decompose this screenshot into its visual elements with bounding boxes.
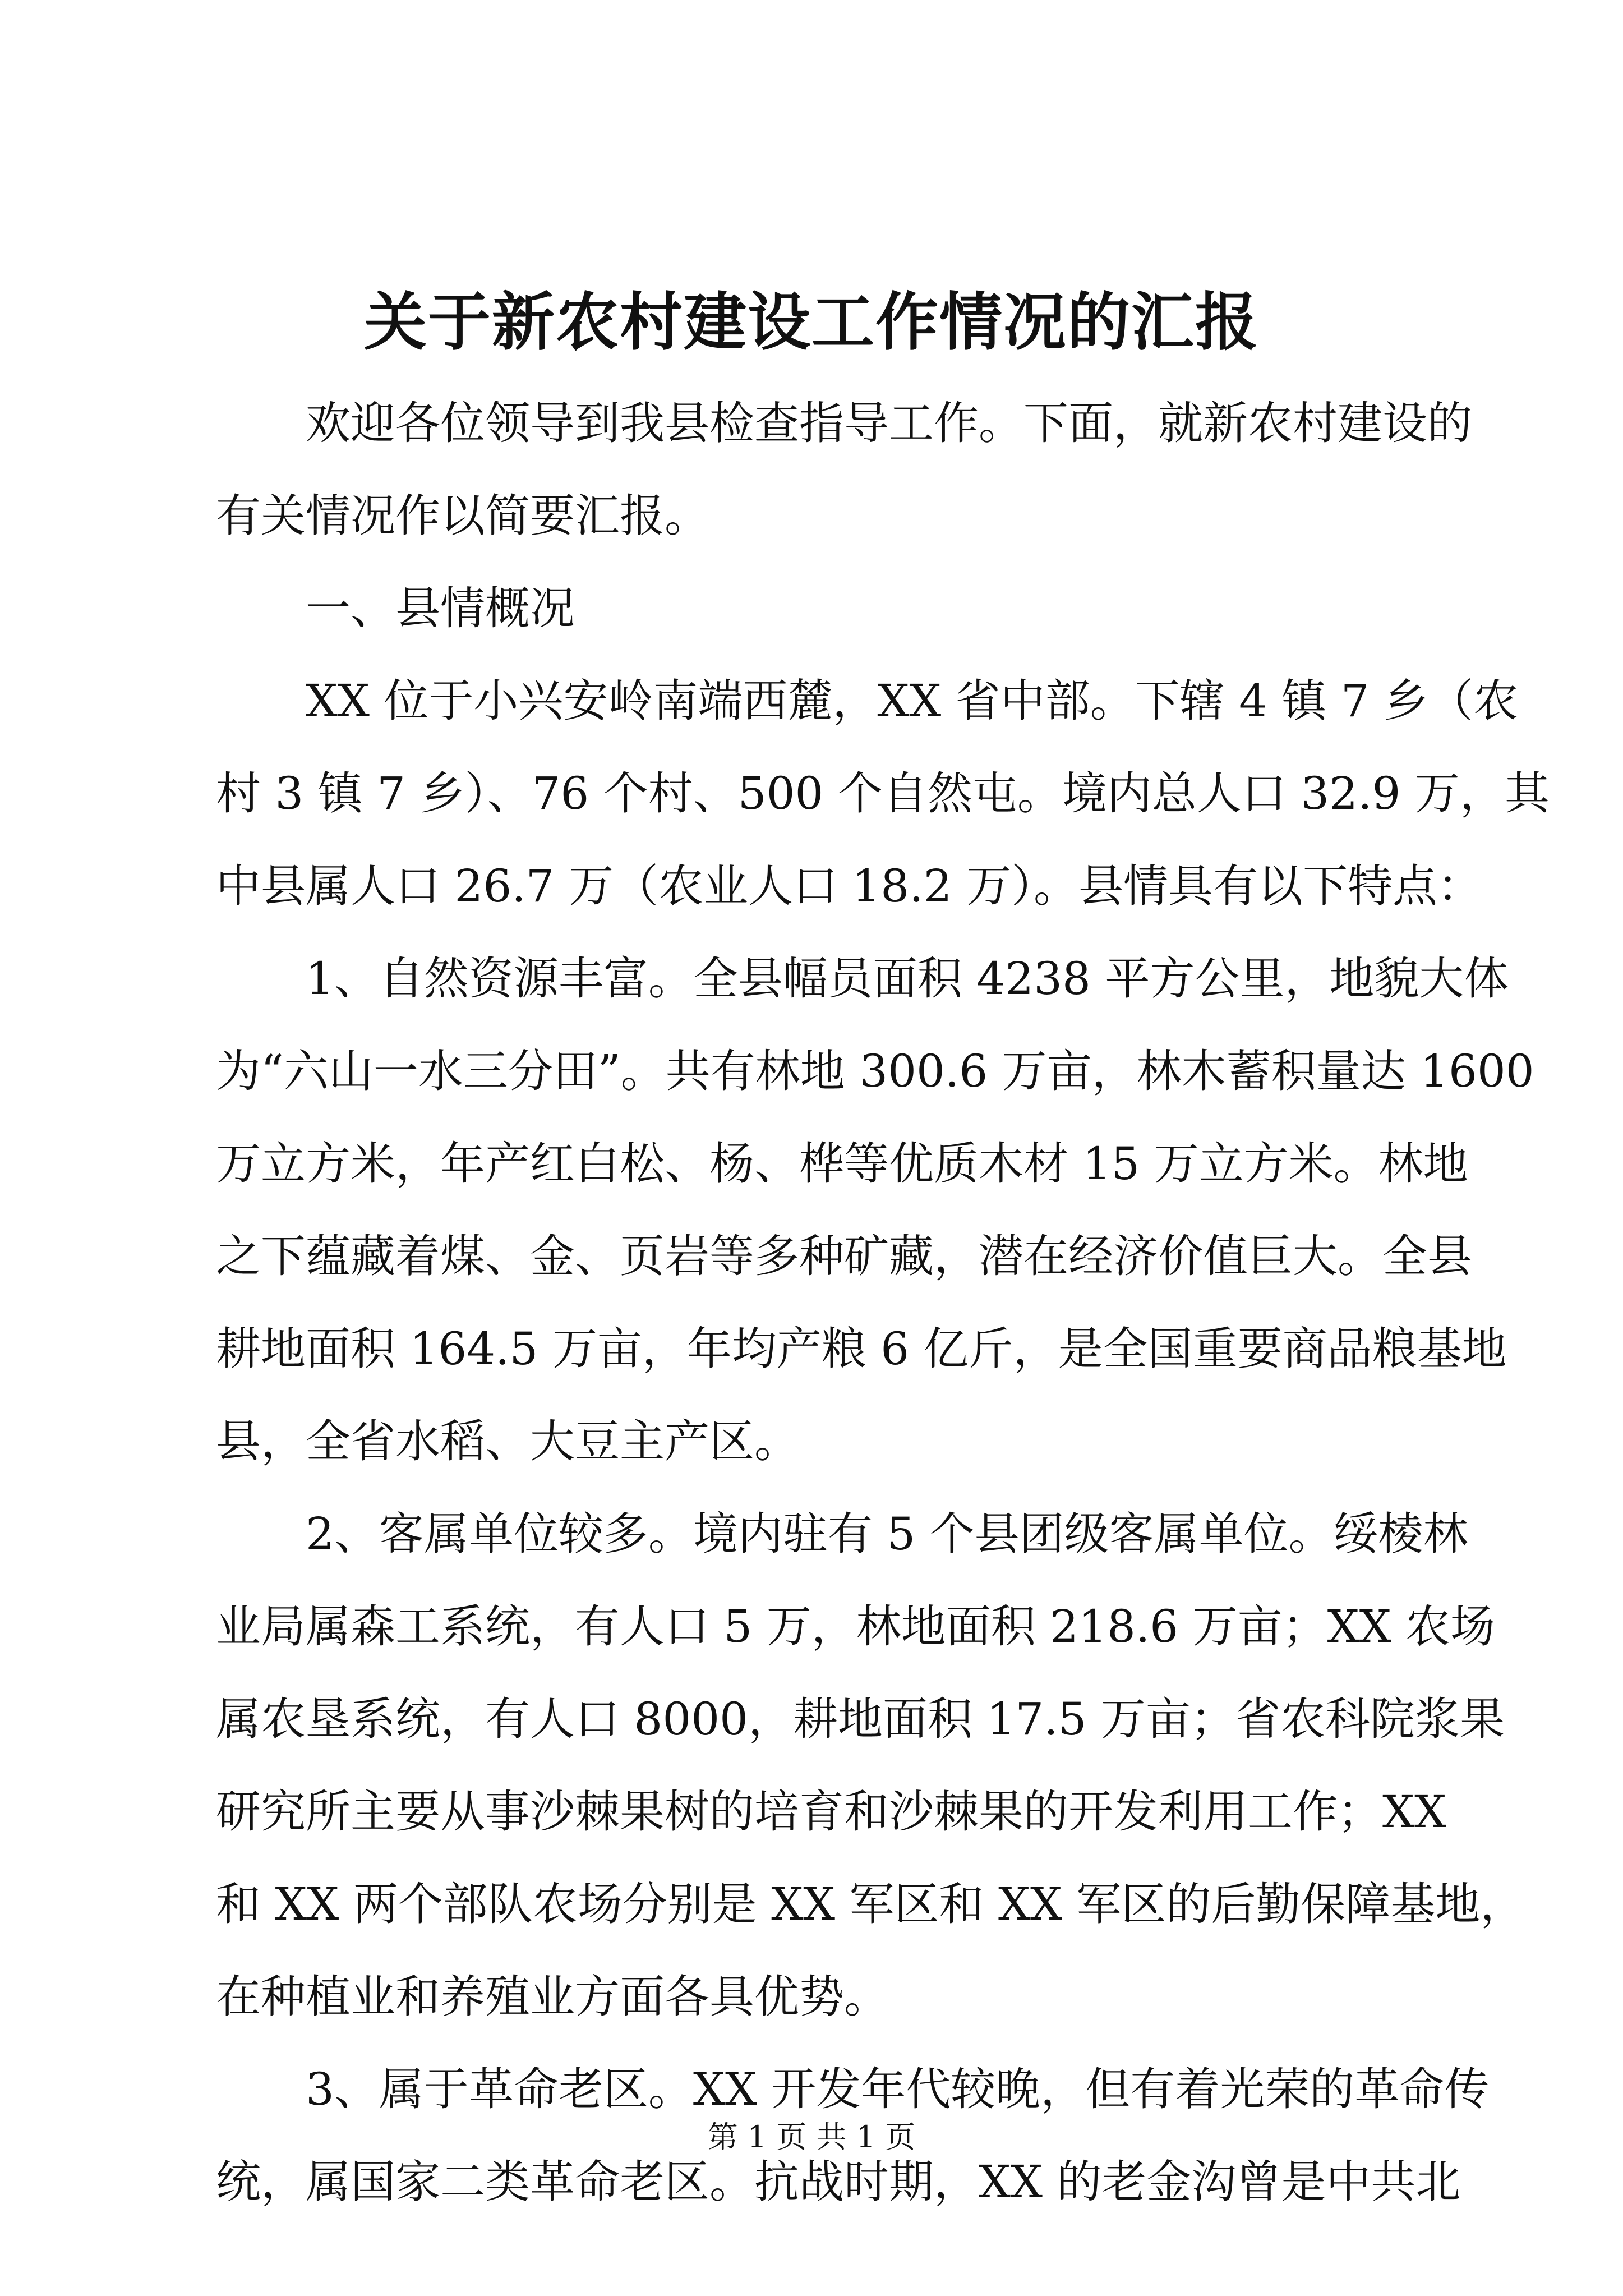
paragraph-line: 耕地面积 164.5 万亩，年均产粮 6 亿斤，是全国重要商品粮基地: [216, 1323, 1507, 1375]
paragraph-line: XX 位于小兴安岭南端西麓，XX 省中部。下辖 4 镇 7 乡（农: [306, 675, 1519, 727]
paragraph-line: 业局属森工系统，有人口 5 万，林地面积 218.6 万亩；XX 农场: [216, 1600, 1495, 1653]
paragraph-line: 欢迎各位领导到我县检查指导工作。下面，就新农村建设的: [306, 397, 1472, 449]
paragraph-line: 有关情况作以简要汇报。: [216, 490, 709, 542]
document-body: [216, 377, 1550, 2228]
paragraph-line: 为“六山一水三分田”。共有林地 300.6 万亩，林木蓄积量达 1600: [216, 1045, 1534, 1097]
document-title: 关于新农村建设工作情况的汇报: [364, 286, 1259, 359]
paragraph-line: 研究所主要从事沙棘果树的培育和沙棘果的开发利用工作；XX: [216, 1786, 1446, 1838]
paragraph-line: 县，全省水稻、大豆主产区。: [216, 1415, 799, 1467]
paragraph-line: 统，属国家二类革命老区。抗战时期，XX 的老金沟曾是中共北: [216, 2156, 1461, 2208]
paragraph-line: 2、客属单位较多。境内驻有 5 个县团级客属单位。绥棱林: [306, 1508, 1468, 1560]
paragraph-line: 之下蕴藏着煤、金、页岩等多种矿藏，潜在经济价值巨大。全县: [216, 1230, 1472, 1282]
paragraph-line: 在种植业和养殖业方面各具优势。: [216, 1971, 889, 2023]
paragraph-line: 村 3 镇 7 乡）、76 个村、500 个自然屯。境内总人口 32.9 万，其: [216, 767, 1550, 820]
paragraph-line: 1、自然资源丰富。全县幅员面积 4238 平方公里，地貌大体: [306, 953, 1509, 1005]
section-heading: 一、县情概况: [306, 582, 575, 634]
paragraph-line: 中县属人口 26.7 万（农业人口 18.2 万）。县情具有以下特点：: [216, 860, 1482, 912]
paragraph-line: 和 XX 两个部队农场分别是 XX 军区和 XX 军区的后勤保障基地，: [216, 1878, 1525, 1930]
paragraph-line: 属农垦系统，有人口 8000，耕地面积 17.5 万亩；省农科院浆果: [216, 1693, 1505, 1745]
paragraph-line: 万立方米，年产红白松、杨、桦等优质木材 15 万立方米。林地: [216, 1138, 1468, 1190]
paragraph-line: 3、属于革命老区。XX 开发年代较晚，但有着光荣的革命传: [306, 2063, 1490, 2115]
page-footer: 第 1 页 共 1 页: [707, 2119, 916, 2155]
